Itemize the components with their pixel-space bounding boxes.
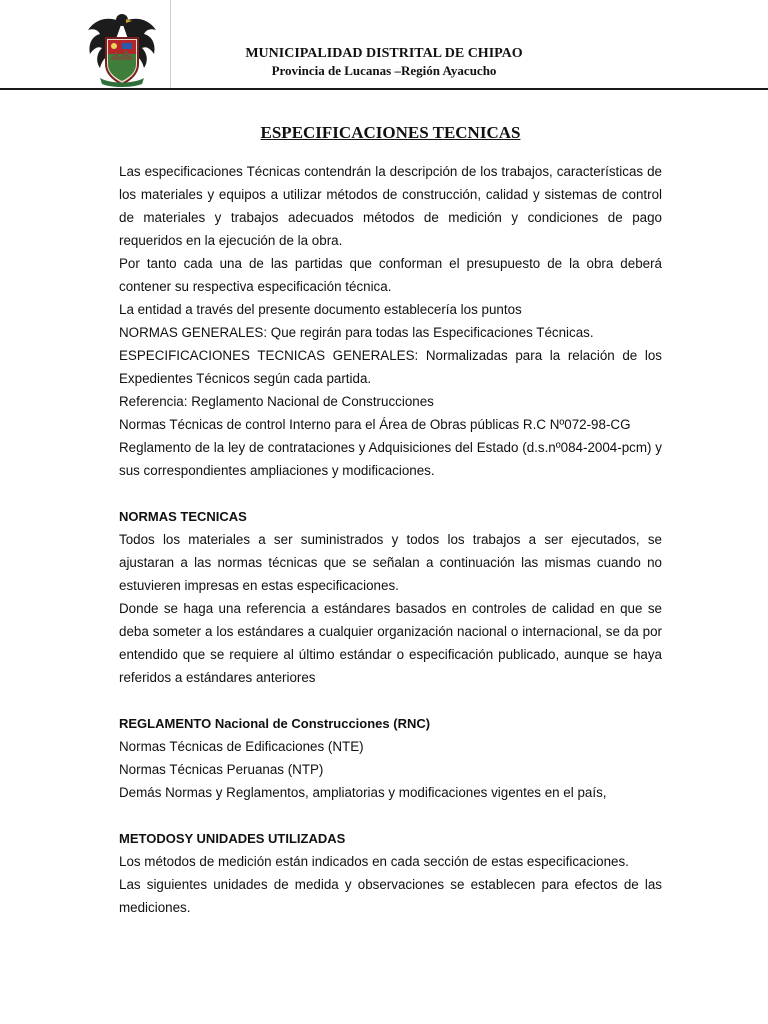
intro-paragraph: Referencia: Reglamento Nacional de Construcciones xyxy=(119,394,434,409)
normas-paragraph: Donde se haga una referencia a estándares basados en controles de calidad en que se deba someter a los estándares a cualquier organización nacional o internacional, se da por entendido que se requiere al último estándar o especificación publicado, aunque se haya referidos a estándares anteriores xyxy=(119,601,662,685)
municipality-subtitle: Provincia de Lucanas –Región Ayacucho xyxy=(271,63,497,78)
normas-paragraph: Todos los materiales a ser suministrados y todos los trabajos a ser ejecutados, se ajustaran a las normas técnicas que se señalan a continuación las mismas cuando no estuvieren impresas en estas especificaciones. xyxy=(119,532,662,593)
intro-paragraph: La entidad a través del presente documento establecería los puntos xyxy=(119,302,522,317)
intro-paragraph: ESPECIFICACIONES TECNICAS GENERALES: Normalizadas para la relación de los Expedientes Técnicos según cada partida. xyxy=(119,348,662,386)
metodos-paragraph: Los métodos de medición están indicados en cada sección de estas especificaciones. xyxy=(119,854,629,869)
section-heading-reglamento: REGLAMENTO Nacional de Construcciones (RNC) xyxy=(119,716,431,731)
document-body xyxy=(119,122,662,919)
reglamento-item: Demás Normas y Reglamentos, ampliatorias y modificaciones vigentes en el país, xyxy=(119,785,607,800)
metodos-paragraph: Las siguientes unidades de medida y observaciones se establecen para efectos de las mediciones. xyxy=(119,877,662,915)
page-header xyxy=(0,0,768,92)
section-heading-normas-tecnicas: NORMAS TECNICAS xyxy=(119,509,247,524)
document-title: ESPECIFICACIONES TECNICAS xyxy=(260,123,521,142)
reglamento-item: Normas Técnicas Peruanas (NTP) xyxy=(119,762,324,777)
header-text xyxy=(170,45,598,79)
intro-paragraph: Reglamento de la ley de contrataciones y Adquisiciones del Estado (d.s.nº084-2004-pcm) y sus correspondientes ampliaciones y modificaciones. xyxy=(119,440,662,478)
intro-paragraph: Las especificaciones Técnicas contendrán la descripción de los trabajos, características de los materiales y equipos a utilizar métodos de construcción, calidad y sistemas de control de materiales y trabajos adecuados métodos de medición y condiciones de pago requeridos en la ejecución de la obra. xyxy=(119,164,662,248)
municipal-coat-of-arms-icon xyxy=(84,8,160,88)
intro-paragraph: Por tanto cada una de las partidas que conforman el presupuesto de la obra deberá contener su respectiva especificación técnica. xyxy=(119,256,662,294)
intro-paragraph: NORMAS GENERALES: Que regirán para todas las Especificaciones Técnicas. xyxy=(119,325,594,340)
intro-paragraph: Normas Técnicas de control Interno para el Área de Obras públicas R.C Nº072-98-CG xyxy=(119,417,631,432)
municipality-title: MUNICIPALIDAD DISTRITAL DE CHIPAO xyxy=(245,46,523,61)
section-heading-metodos: METODOSY UNIDADES UTILIZADAS xyxy=(119,831,346,846)
reglamento-item: Normas Técnicas de Edificaciones (NTE) xyxy=(119,739,364,754)
header-divider xyxy=(0,88,768,90)
